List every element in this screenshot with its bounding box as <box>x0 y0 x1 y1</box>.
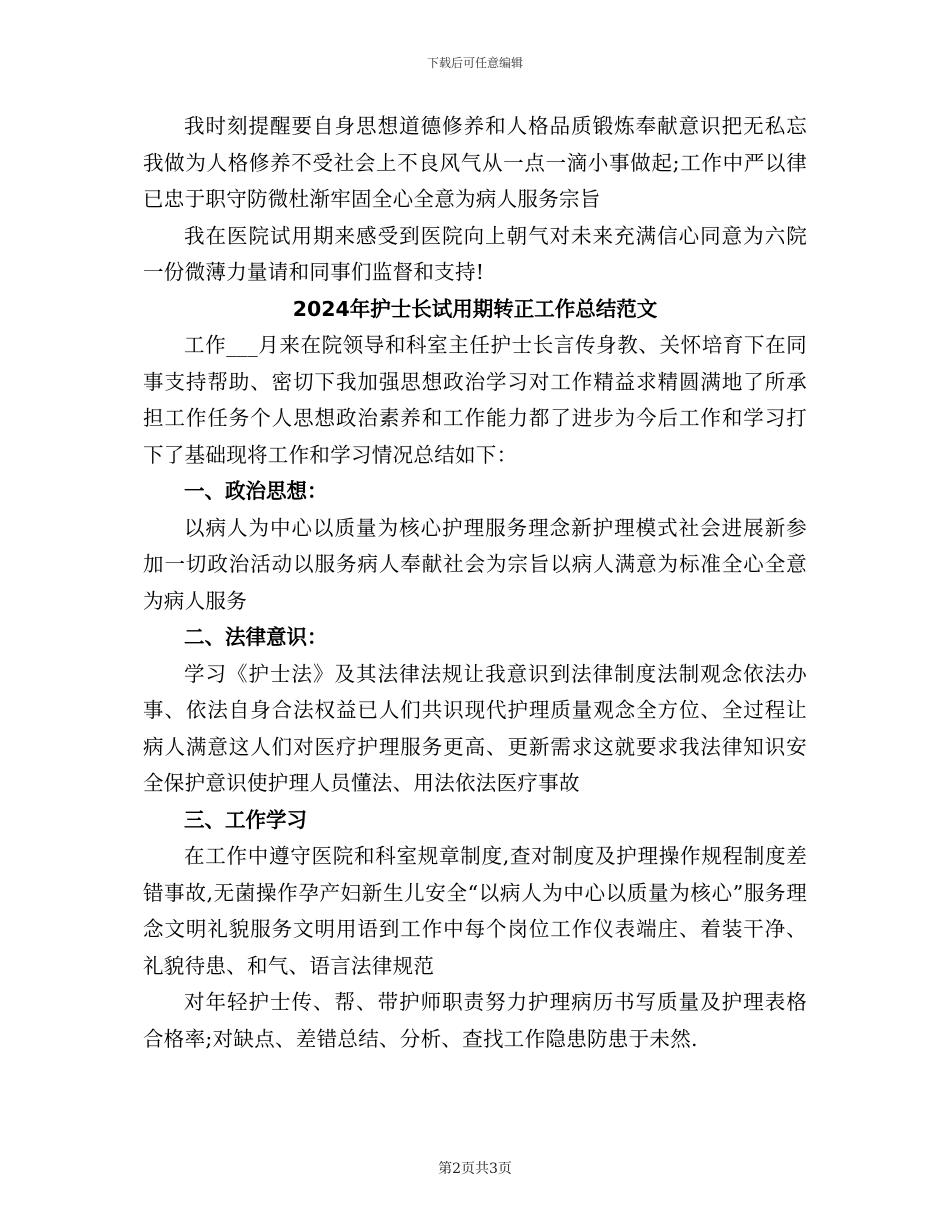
section-heading-legal: 二、法律意识： <box>184 625 328 649</box>
header-note: 下载后可任意编辑 <box>426 56 523 70</box>
document-title: 2024年护士长试用期转正工作总结范文 <box>292 296 658 321</box>
opening-paragraph: 工作___月来在院领导和科室主任护士长言传身教、关怀培育下在同事支持帮助、密切下我加强思想政治学习对工作精益求精圆满地了所承担工作任务个人思想政治素养和工作能力都了进步为今后工作和学习打下了基础现将工作和学习情况总结如下： <box>143 333 807 467</box>
page-number-footer: 第2页共3页 <box>438 1161 512 1177</box>
intro-paragraph-2: 我在医院试用期来感受到医院向上朝气对未来充满信心同意为六院一份微薄力量请和同事们监督和支持! <box>143 223 807 284</box>
section-work-study-paragraph-2: 对年轻护士传、帮、带护师职责努力护理病历书写质量及护理表格合格率;对缺点、差错总结、分析、查找工作隐患防患于未然. <box>143 990 807 1051</box>
section-legal-paragraph: 学习《护士法》及其法律法规让我意识到法律制度法制观念依法办事、依法自身合法权益已人们共识现代护理质量观念全方位、全过程让病人满意这人们对医疗护理服务更高、更新需求这就要求我法律知识安全保护意识使护理人员懂法、用法依法医疗事故 <box>143 661 807 795</box>
section-heading-political: 一、政治思想： <box>184 479 328 503</box>
section-work-study-paragraph-1: 在工作中遵守医院和科室规章制度,查对制度及护理操作规程制度差错事故,无菌操作孕产妇新生儿安全“以病人为中心以质量为核心”服务理念文明礼貌服务文明用语到工作中每个岗位工作仪表端庄、着装干净、礼貌待患、和气、语言法律规范 <box>143 844 807 978</box>
section-political-paragraph: 以病人为中心以质量为核心护理服务理念新护理模式社会进展新参加一切政治活动以服务病人奉献社会为宗旨以病人满意为标准全心全意为病人服务 <box>143 515 807 613</box>
intro-paragraph-1: 我时刻提醒要自身思想道德修养和人格品质锻炼奉献意识把无私忘我做为人格修养不受社会上不良风气从一点一滴小事做起;工作中严以律已忠于职守防微杜渐牢固全心全意为病人服务宗旨 <box>143 114 807 211</box>
section-heading-work-study: 三、工作学习 <box>184 807 307 832</box>
document-body <box>143 108 807 1057</box>
